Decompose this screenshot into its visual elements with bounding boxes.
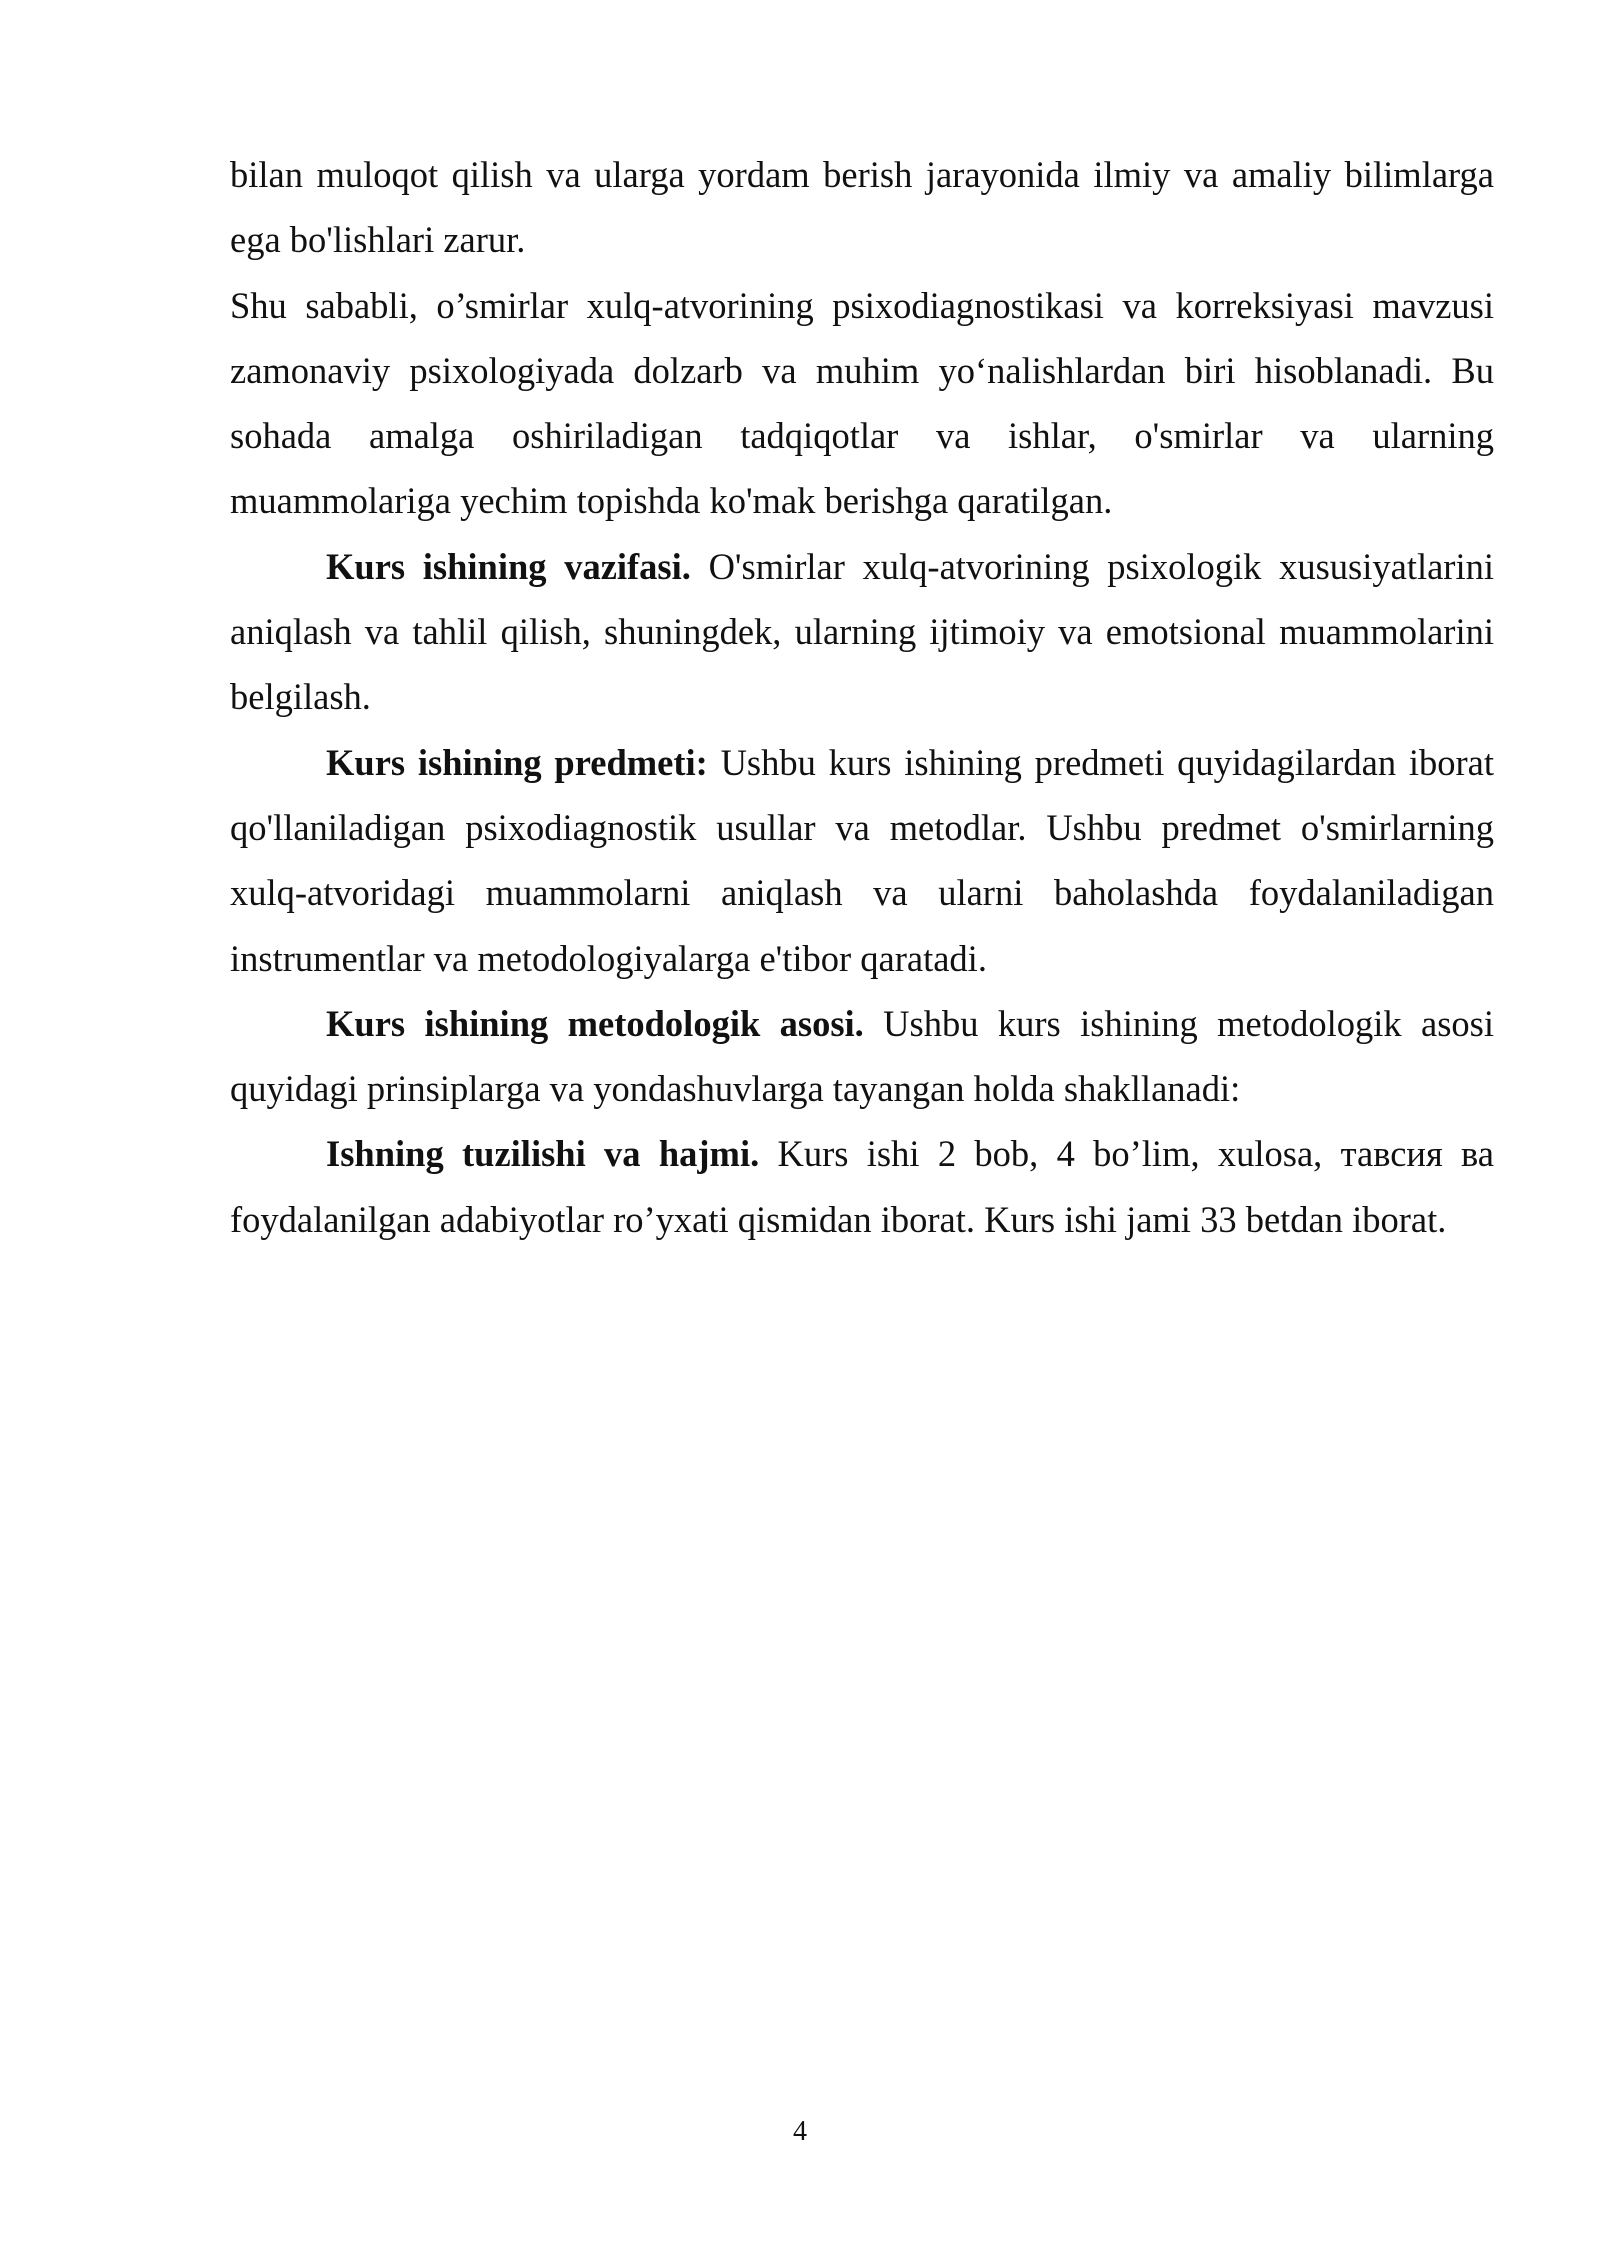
paragraph-heading: Kurs ishining predmeti: [326,741,708,783]
paragraph-structure [230,1121,1494,1252]
paragraph-task [230,534,1494,730]
paragraph-text: bilan muloqot qilish va ularga yordam berish jarayonida ilmiy va amaliy bilimlarga ega bo'lishlari zarur. [230,154,1494,261]
page-number: 4 [793,2116,807,2147]
paragraph-continuation [230,142,1494,273]
paragraph-text: Kurs ishi 2 bob, 4 bo’lim, xulosa, тавсия ва foydalanilgan adabiyotlar ro’yxati qismidan iborat. Kurs ishi jami 33 betdan iborat. [230,1133,1495,1240]
paragraph-text: Shu sababli, o’smirlar xulq-atvorining psixodiagnostikasi va korreksiyasi mavzusi zamonaviy psixologiyada dolzarb va muhim yo‘nalishlardan biri hisoblanadi. Bu sohada amalga oshiriladigan tadqiqotlar va ishlar, o'smirlar va ularning muammolariga yechim topishda ko'mak berishga qaratilgan. [230,284,1494,522]
paragraph-heading: Kurs ishining vazifasi. [326,545,691,587]
paragraph-text: Ushbu kurs ishining metodologik asosi quyidagi prinsiplarga va yondashuvlarga tayangan holda shakllanadi: [230,1002,1494,1110]
paragraph-heading: Kurs ishining metodologik asosi. [326,1002,864,1044]
paragraph-text: Ushbu kurs ishining predmeti quyidagilardan iborat qo'llaniladigan psixodiagnostik usullar va metodlar. Ushbu predmet o'smirlarning xulq-atvoridagi muammolarni aniqlash va ularni baholashda foydalaniladigan instrumentlar va metodologiyalarga e'tibor qaratadi. [230,741,1494,979]
paragraph-heading: Ishning tuzilishi va hajmi. [326,1133,760,1175]
paragraph-methodology [230,991,1494,1122]
paragraph-subject [230,730,1494,991]
paragraph-text: O'smirlar xulq-atvorining psixologik xususiyatlarini aniqlash va tahlil qilish, shuningdek, ularning ijtimoiy va emotsional muammolarini belgilash. [230,545,1494,718]
body-text [230,142,1494,1252]
paragraph-relevance [230,273,1494,534]
